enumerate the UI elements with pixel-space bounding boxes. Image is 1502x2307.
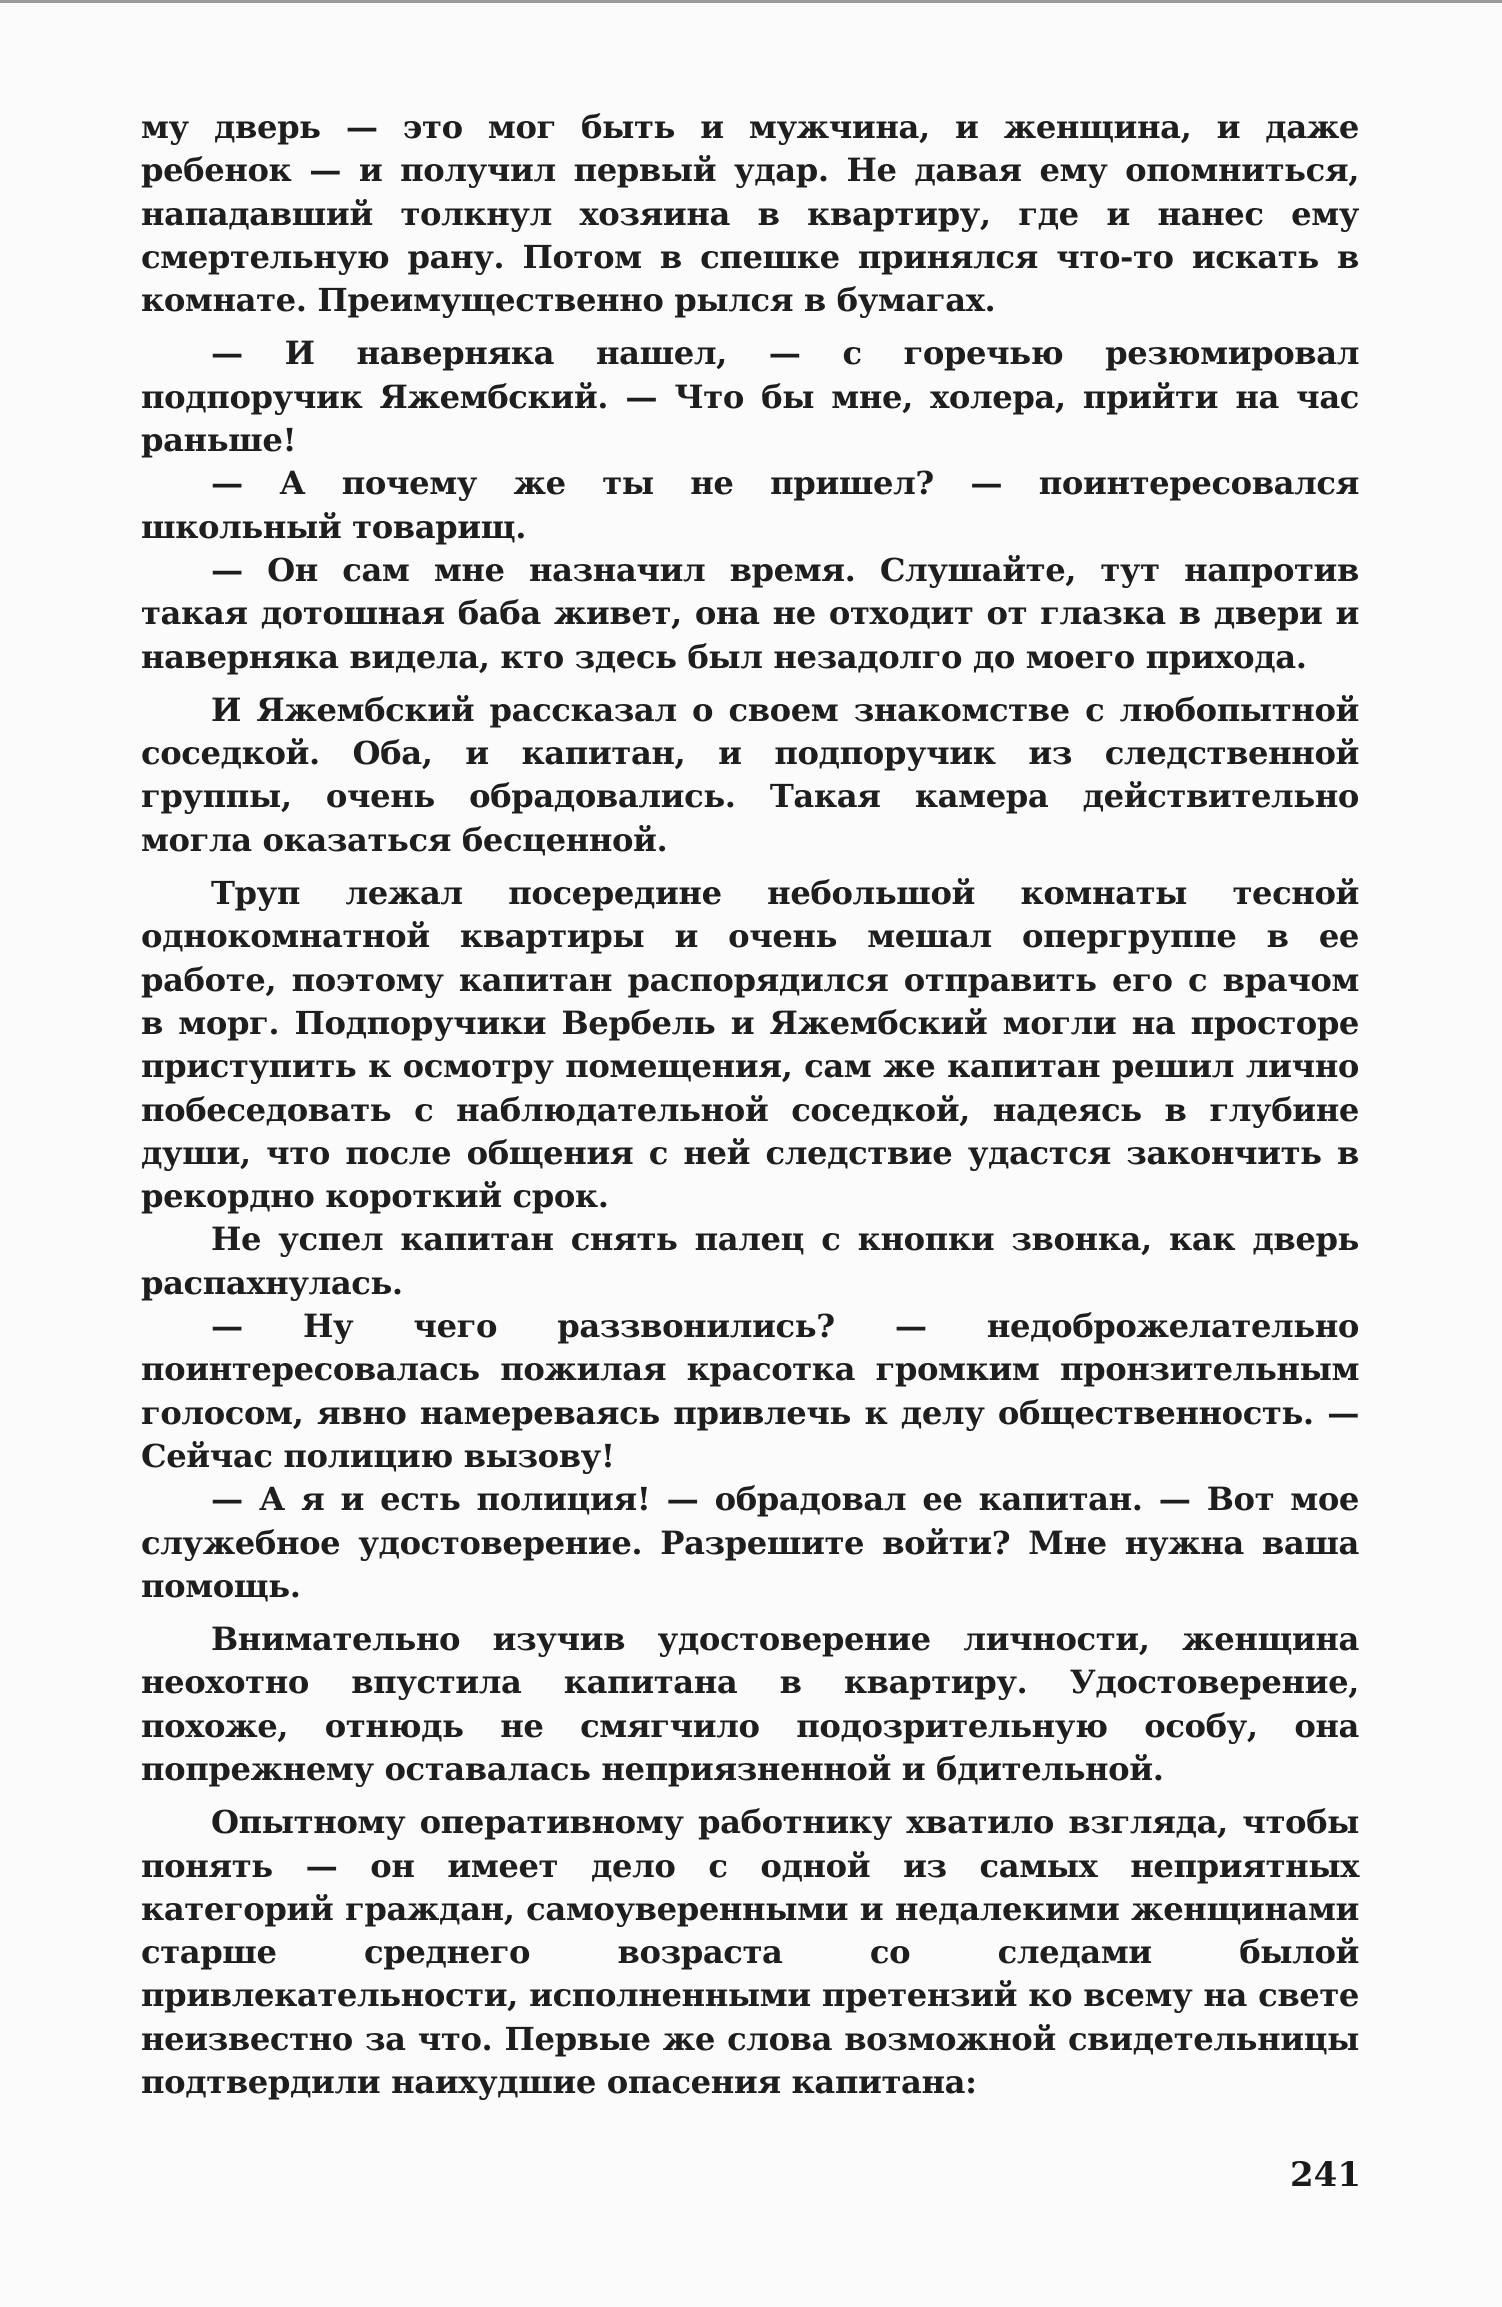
paragraph-9: — А я и есть полиция! — обрадовал ее капитан. — Вот мое служебное удостоверение. Разрешите войти? Мне нужна ваша помощь. — [141, 1480, 1359, 1605]
paragraph-7: Не успел капитан снять палец с кнопки звонка, как дверь распахнулась. — [141, 1220, 1359, 1302]
body-text — [141, 106, 1359, 2104]
paragraph-10: Внимательно изучив удостоверение личности, женщина неохотно впустила капитана в квартиру. Удостоверение, похоже, отнюдь не смягчило подозрительную особу, она попрежнему оставалась неприязненной и бдительной. — [141, 1620, 1359, 1788]
paragraph-11: Опытному оперативному работнику хватило взгляда, чтобы понять — он имеет дело с одной из самых неприятных категорий граждан, самоуверенными и недалекими женщинами старше среднего возраста со следами былой привлекательности, исполненными претензий ко всему на свете неизвестно за что. Первые же слова возможной свидетельницы подтвердили наихудшие опасения капитана: — [141, 1803, 1359, 2102]
page-number: 241 — [1290, 2155, 1361, 2195]
paragraph-3: — А почему же ты не пришел? — поинтересовался школьный товарищ. — [141, 464, 1359, 546]
paragraph-6: Труп лежал посередине небольшой комнаты тесной однокомнатной квартиры и очень мешал опергруппе в ее работе, поэтому капитан распорядился отправить его с врачом в морг. Подпоручики Вербель и Яжембский могли на просторе приступить к осмотру помещения, сам же капитан решил лично побеседовать с наблюдательной соседкой, надеясь в глубине души, что после общения с ней следствие удастся закончить в рекордно короткий срок. — [141, 874, 1359, 1216]
paragraph-4: — Он сам мне назначил время. Слушайте, тут напротив такая дотошная баба живет, она не отходит от глазка в двери и наверняка видела, кто здесь был незадолго до моего прихода. — [141, 550, 1359, 676]
scan-top-edge — [0, 0, 1502, 3]
paragraph-5: И Яжембский рассказал о своем знакомстве с любопытной соседкой. Оба, и капитан, и подпоручик из следственной группы, очень обрадовались. Такая камера действительно могла оказаться бесценной. — [141, 690, 1359, 859]
paragraph-1: му дверь — это мог быть и мужчина, и женщина, и даже ребенок — и получил первый удар. Не давая ему опомниться, нападавший толкнул хозяина в квартиру, где и нанес ему смертельную рану. Потом в спешке принялся что-то искать в комнате. Преимущественно рылся в бумагах. — [141, 108, 1359, 320]
paragraph-2: — И наверняка нашел, — с горечью резюмировал подпоручик Яжембский. — Что бы мне, холера, прийти на час раньше! — [141, 334, 1359, 460]
paragraph-8: — Ну чего раззвонились? — недоброжелательно поинтересовалась пожилая красотка громким пронзительным голосом, явно намереваясь привлечь к делу общественность. — Сейчас полицию вызову! — [141, 1307, 1359, 1475]
